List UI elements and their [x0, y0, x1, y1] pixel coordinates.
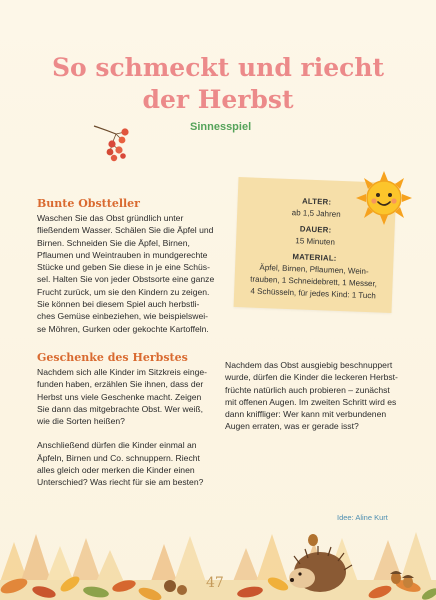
paragraph — [37, 439, 215, 488]
text-line: dann kniffliger: Wer kann mit verbundenen — [225, 409, 387, 420]
text-line: Nachdem das Obst ausgiebig beschnuppert — [225, 360, 393, 370]
text-line: alles gleich oder merken die Kinder einen — [37, 465, 195, 476]
section-heading: Geschenke des Herbstes — [37, 351, 188, 364]
text-line: sel. Halten Sie von jeder Obstsorte eine ganze — [37, 274, 215, 285]
text-line: Stücke und geben Sie diese in je eine Schüs- — [37, 262, 210, 273]
page-title — [0, 52, 436, 116]
author-credit: Idee: Aline Kurt — [337, 513, 388, 522]
text-line: Sie dann das mitgebrachte Obst. Wer weiß, — [37, 403, 204, 414]
text-line: mit offenen Augen. Im zweiten Schritt wird es — [225, 396, 397, 407]
text-line: se Möhren, Gurken oder gekochte Kartoffeln. — [37, 323, 209, 334]
sun-icon — [355, 170, 413, 226]
section-heading: Bunte Obstteller — [37, 197, 140, 210]
section-geschenke-des-herbstes — [37, 351, 215, 501]
material-line: 4 Schüsseln, für jedes Kind: 1 Tuch — [250, 286, 376, 301]
section-text — [37, 366, 215, 489]
text-line: wurde, dürfen die Kinder die leckeren Herbst- — [225, 372, 398, 383]
title-line-1: So schmeckt und riecht — [51, 53, 385, 82]
paragraph — [37, 366, 215, 427]
text-line: Birnen. Schneiden Sie die Äpfel, Birnen, — [37, 237, 190, 248]
text-line: fließendem Wasser. Schälen Sie die Äpfel und — [37, 225, 214, 236]
text-line: ches Gemüse einbeziehen, wie beispielswei- — [37, 311, 209, 322]
text-line: früchte natürlich auch probieren – zunächst — [225, 384, 390, 395]
text-line: Unterschied? Was riecht für sie am besten? — [37, 477, 204, 488]
text-line: Herbst uns viele Geschenke macht. Zeigen — [37, 391, 202, 402]
section-text — [37, 212, 215, 335]
text-line: Frucht zurück, um sie den Kindern zu zeigen. — [37, 286, 210, 297]
text-line: Pflaumen und Weintrauben in mundgerechte — [37, 249, 208, 260]
right-column-text — [225, 359, 400, 433]
text-line: Augen erraten, was er gerade isst? — [225, 421, 359, 432]
text-line: wie die Sorten heißen? — [37, 416, 125, 427]
text-line: Äpfeln, Birnen und Co. schnuppern. Riecht — [37, 452, 200, 463]
section-bunte-obstteller — [37, 197, 215, 335]
material-label: MATERIAL: — [292, 252, 337, 263]
berries-icon — [92, 120, 138, 164]
age-label: ALTER: — [301, 196, 332, 207]
text-line: Sie können bei diesem Spiel auch herbstli- — [37, 299, 200, 310]
text-line: funden haben, erzählen Sie ihnen, dass der — [37, 379, 204, 390]
text-line: Waschen Sie das Obst gründlich unter — [37, 213, 184, 223]
text-line: Nachdem sich alle Kinder im Sitzkreis einge- — [37, 367, 208, 377]
material-line: Äpfel, Birnen, Pflaumen, Wein- — [259, 262, 369, 277]
duration-value: 15 Minuten — [295, 236, 336, 247]
age-value: ab 1,5 Jahren — [291, 208, 341, 219]
subtitle: Sinnesspiel — [190, 121, 252, 133]
title-line-2: der Herbst — [142, 85, 294, 114]
duration-label: DAUER: — [299, 224, 332, 235]
material-line: trauben, 1 Schneidebrett, 1 Messer, — [250, 274, 378, 289]
page-number: 47 — [206, 575, 224, 591]
text-line: Anschließend dürfen die Kinder einmal an — [37, 440, 197, 451]
